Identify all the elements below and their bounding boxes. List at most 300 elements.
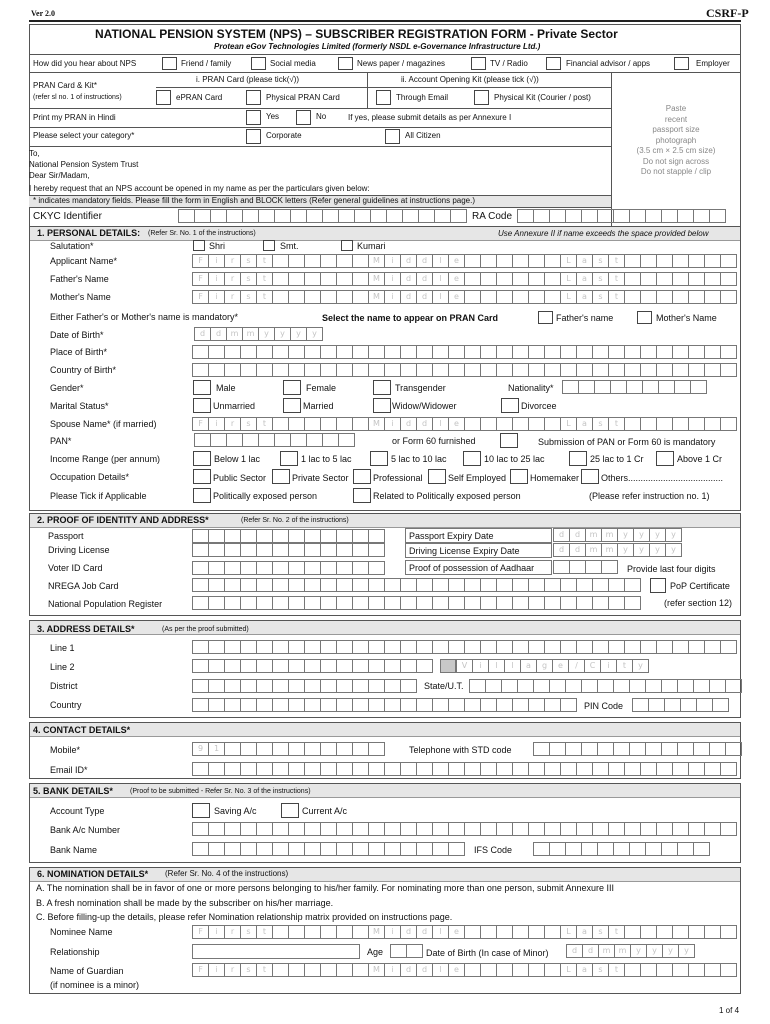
input-cell[interactable] (689, 640, 705, 654)
input-cell[interactable] (273, 963, 289, 977)
input-cell[interactable] (678, 842, 694, 856)
input-cell[interactable]: t (609, 254, 625, 268)
input-cell[interactable] (449, 842, 465, 856)
input-cell[interactable] (673, 345, 689, 359)
input-cell[interactable]: t (617, 659, 633, 673)
input-cell[interactable] (385, 842, 401, 856)
input-cell[interactable] (417, 762, 433, 776)
input-cell[interactable] (289, 679, 305, 693)
input-cell[interactable]: m (602, 543, 618, 557)
input-cell[interactable] (337, 640, 353, 654)
input-cell[interactable] (614, 742, 630, 756)
input-cell[interactable] (257, 640, 273, 654)
input-cell[interactable] (513, 596, 529, 610)
input-cell[interactable]: M (369, 290, 385, 304)
epran-checkbox[interactable] (156, 90, 171, 105)
input-cell[interactable] (705, 963, 721, 977)
input-cell[interactable]: s (593, 254, 609, 268)
input-cell[interactable] (561, 640, 577, 654)
input-cell[interactable] (241, 561, 257, 575)
input-cell[interactable] (305, 561, 321, 575)
input-cell[interactable]: d (417, 272, 433, 286)
occ-self-employed-checkbox[interactable] (428, 469, 446, 484)
state-grid[interactable] (469, 679, 742, 693)
input-cell[interactable] (529, 963, 545, 977)
nominee-dob-grid[interactable] (566, 944, 695, 958)
input-cell[interactable] (289, 742, 305, 756)
input-cell[interactable]: i (209, 272, 225, 286)
input-cell[interactable] (598, 742, 614, 756)
saving-account-checkbox[interactable] (192, 803, 210, 818)
input-cell[interactable] (305, 363, 321, 377)
input-cell[interactable] (289, 842, 305, 856)
input-cell[interactable] (275, 433, 291, 447)
input-cell[interactable]: m (227, 327, 243, 341)
input-cell[interactable] (705, 345, 721, 359)
input-cell[interactable] (289, 561, 305, 575)
input-cell[interactable]: t (257, 417, 273, 431)
input-cell[interactable] (321, 529, 337, 543)
input-cell[interactable] (433, 842, 449, 856)
input-cell[interactable] (529, 363, 545, 377)
input-cell[interactable]: y (291, 327, 307, 341)
ckyc-grid[interactable] (178, 209, 467, 223)
hear-newspaper-checkbox[interactable] (338, 57, 353, 70)
input-cell[interactable] (193, 640, 209, 654)
kit-physical-checkbox[interactable] (474, 90, 489, 105)
input-cell[interactable] (646, 742, 662, 756)
input-cell[interactable] (353, 640, 369, 654)
input-cell[interactable] (625, 345, 641, 359)
input-cell[interactable]: L (561, 925, 577, 939)
input-cell[interactable] (630, 842, 646, 856)
input-cell[interactable] (289, 417, 305, 431)
input-cell[interactable] (337, 529, 353, 543)
input-cell[interactable] (705, 822, 721, 836)
input-cell[interactable] (545, 762, 561, 776)
input-cell[interactable] (659, 380, 675, 394)
input-cell[interactable]: i (385, 272, 401, 286)
input-cell[interactable] (497, 290, 513, 304)
input-cell[interactable] (353, 742, 369, 756)
hear-tv-checkbox[interactable] (471, 57, 486, 70)
input-cell[interactable] (593, 822, 609, 836)
income-5to10-checkbox[interactable] (370, 451, 388, 466)
input-cell[interactable] (225, 698, 241, 712)
input-cell[interactable] (321, 925, 337, 939)
input-cell[interactable] (273, 822, 289, 836)
input-cell[interactable] (513, 762, 529, 776)
input-cell[interactable]: m (602, 528, 618, 542)
input-cell[interactable]: L (561, 290, 577, 304)
input-cell[interactable]: 1 (209, 742, 225, 756)
input-cell[interactable] (465, 417, 481, 431)
input-cell[interactable]: y (307, 327, 323, 341)
input-cell[interactable]: M (369, 925, 385, 939)
input-cell[interactable]: a (577, 963, 593, 977)
input-cell[interactable]: e (553, 659, 569, 673)
input-cell[interactable] (337, 659, 353, 673)
input-cell[interactable] (417, 822, 433, 836)
input-cell[interactable] (545, 578, 561, 592)
input-cell[interactable]: i (209, 963, 225, 977)
input-cell[interactable]: i (209, 417, 225, 431)
input-cell[interactable] (465, 822, 481, 836)
input-cell[interactable] (545, 698, 561, 712)
input-cell[interactable] (369, 698, 385, 712)
input-cell[interactable] (577, 578, 593, 592)
input-cell[interactable] (305, 742, 321, 756)
input-cell[interactable] (721, 272, 737, 286)
input-cell[interactable] (273, 345, 289, 359)
input-cell[interactable] (465, 363, 481, 377)
input-cell[interactable]: r (225, 925, 241, 939)
input-cell[interactable]: r (225, 254, 241, 268)
input-cell[interactable]: t (609, 963, 625, 977)
input-cell[interactable] (705, 254, 721, 268)
input-cell[interactable]: y (275, 327, 291, 341)
input-cell[interactable] (566, 842, 582, 856)
input-cell[interactable] (353, 679, 369, 693)
input-cell[interactable] (689, 272, 705, 286)
input-cell[interactable] (563, 380, 579, 394)
input-cell[interactable] (657, 762, 673, 776)
input-cell[interactable] (305, 842, 321, 856)
occ-others-checkbox[interactable] (581, 469, 599, 484)
input-cell[interactable] (726, 679, 742, 693)
input-cell[interactable] (697, 698, 713, 712)
input-cell[interactable] (289, 640, 305, 654)
input-cell[interactable] (721, 925, 737, 939)
input-cell[interactable] (561, 578, 577, 592)
income-above1cr-checkbox[interactable] (656, 451, 674, 466)
line2-grid[interactable] (192, 659, 433, 673)
input-cell[interactable] (369, 679, 385, 693)
related-pep-checkbox[interactable] (353, 488, 371, 503)
input-cell[interactable]: y (650, 543, 666, 557)
input-cell[interactable] (657, 290, 673, 304)
input-cell[interactable]: y (650, 528, 666, 542)
input-cell[interactable] (481, 963, 497, 977)
input-cell[interactable] (193, 578, 209, 592)
input-cell[interactable] (241, 762, 257, 776)
input-cell[interactable] (665, 698, 681, 712)
input-cell[interactable]: m (615, 944, 631, 958)
input-cell[interactable] (209, 578, 225, 592)
input-cell[interactable] (602, 560, 618, 574)
input-cell[interactable]: d (401, 272, 417, 286)
input-cell[interactable] (417, 659, 433, 673)
input-cell[interactable] (321, 417, 337, 431)
input-cell[interactable] (307, 433, 323, 447)
input-cell[interactable] (337, 842, 353, 856)
input-cell[interactable] (193, 679, 209, 693)
input-cell[interactable] (705, 762, 721, 776)
input-cell[interactable]: t (609, 925, 625, 939)
input-cell[interactable] (289, 272, 305, 286)
input-cell[interactable] (241, 679, 257, 693)
input-cell[interactable] (241, 640, 257, 654)
input-cell[interactable] (691, 380, 707, 394)
input-cell[interactable] (561, 596, 577, 610)
occ-private-checkbox[interactable] (272, 469, 290, 484)
guardian-name-grid[interactable] (192, 963, 737, 977)
input-cell[interactable] (641, 417, 657, 431)
pep-checkbox[interactable] (193, 488, 211, 503)
input-cell[interactable] (689, 417, 705, 431)
input-cell[interactable] (225, 640, 241, 654)
input-cell[interactable]: y (618, 543, 634, 557)
aadhaar-grid[interactable] (553, 560, 618, 574)
input-cell[interactable] (337, 762, 353, 776)
input-cell[interactable]: C (585, 659, 601, 673)
input-cell[interactable] (289, 762, 305, 776)
input-cell[interactable] (710, 679, 726, 693)
input-cell[interactable] (209, 543, 225, 557)
input-cell[interactable]: l (433, 417, 449, 431)
input-cell[interactable] (257, 742, 273, 756)
input-cell[interactable] (273, 561, 289, 575)
input-cell[interactable] (534, 742, 550, 756)
input-cell[interactable]: y (259, 327, 275, 341)
occ-professional-checkbox[interactable] (353, 469, 371, 484)
input-cell[interactable]: d (570, 528, 586, 542)
income-25to1cr-checkbox[interactable] (569, 451, 587, 466)
input-cell[interactable]: i (385, 925, 401, 939)
input-cell[interactable] (305, 679, 321, 693)
category-citizen-checkbox[interactable] (385, 129, 400, 144)
input-cell[interactable] (529, 417, 545, 431)
input-cell[interactable] (353, 417, 369, 431)
input-cell[interactable] (643, 380, 659, 394)
input-cell[interactable] (657, 272, 673, 286)
input-cell[interactable] (193, 698, 209, 712)
input-cell[interactable]: m (599, 944, 615, 958)
married-checkbox[interactable] (283, 398, 301, 413)
input-cell[interactable] (614, 842, 630, 856)
input-cell[interactable] (705, 363, 721, 377)
input-cell[interactable]: s (241, 925, 257, 939)
input-cell[interactable] (353, 561, 369, 575)
input-cell[interactable]: t (257, 290, 273, 304)
input-cell[interactable] (611, 380, 627, 394)
input-cell[interactable]: d (417, 925, 433, 939)
input-cell[interactable] (598, 679, 614, 693)
input-cell[interactable] (225, 345, 241, 359)
input-cell[interactable] (625, 762, 641, 776)
input-cell[interactable] (721, 345, 737, 359)
input-cell[interactable]: t (609, 290, 625, 304)
input-cell[interactable] (401, 822, 417, 836)
input-cell[interactable] (353, 596, 369, 610)
input-cell[interactable] (417, 842, 433, 856)
input-cell[interactable] (561, 698, 577, 712)
input-cell[interactable] (369, 363, 385, 377)
input-cell[interactable] (550, 842, 566, 856)
input-cell[interactable]: y (647, 944, 663, 958)
input-cell[interactable]: s (241, 254, 257, 268)
input-cell[interactable] (241, 529, 257, 543)
input-cell[interactable] (641, 272, 657, 286)
input-cell[interactable] (337, 417, 353, 431)
input-cell[interactable]: L (561, 254, 577, 268)
input-cell[interactable] (385, 345, 401, 359)
voter-grid[interactable] (192, 561, 385, 575)
input-cell[interactable] (713, 698, 729, 712)
input-cell[interactable] (721, 290, 737, 304)
input-cell[interactable] (401, 698, 417, 712)
dl-expiry-grid[interactable] (553, 543, 682, 557)
input-cell[interactable] (353, 963, 369, 977)
input-cell[interactable]: F (193, 925, 209, 939)
input-cell[interactable] (337, 543, 353, 557)
input-cell[interactable] (497, 925, 513, 939)
input-cell[interactable]: d (417, 963, 433, 977)
input-cell[interactable]: e (449, 925, 465, 939)
input-cell[interactable] (385, 640, 401, 654)
input-cell[interactable] (614, 679, 630, 693)
input-cell[interactable]: i (209, 925, 225, 939)
input-cell[interactable] (305, 659, 321, 673)
input-cell[interactable] (289, 345, 305, 359)
input-cell[interactable] (225, 529, 241, 543)
input-cell[interactable] (641, 640, 657, 654)
input-cell[interactable]: d (417, 417, 433, 431)
input-cell[interactable] (449, 578, 465, 592)
input-cell[interactable] (273, 742, 289, 756)
input-cell[interactable]: y (634, 528, 650, 542)
input-cell[interactable] (337, 742, 353, 756)
input-cell[interactable] (497, 822, 513, 836)
input-cell[interactable] (385, 698, 401, 712)
input-cell[interactable] (337, 561, 353, 575)
input-cell[interactable] (646, 842, 662, 856)
input-cell[interactable] (561, 345, 577, 359)
input-cell[interactable] (609, 345, 625, 359)
input-cell[interactable] (657, 925, 673, 939)
input-cell[interactable] (385, 578, 401, 592)
input-cell[interactable] (545, 417, 561, 431)
input-cell[interactable] (657, 640, 673, 654)
pob-grid[interactable] (192, 345, 737, 359)
input-cell[interactable] (369, 561, 385, 575)
input-cell[interactable] (433, 698, 449, 712)
income-below1-checkbox[interactable] (193, 451, 211, 466)
input-cell[interactable] (385, 762, 401, 776)
input-cell[interactable] (721, 640, 737, 654)
input-cell[interactable] (625, 578, 641, 592)
input-cell[interactable] (225, 822, 241, 836)
input-cell[interactable] (449, 640, 465, 654)
age-grid[interactable] (390, 944, 423, 958)
input-cell[interactable] (513, 640, 529, 654)
input-cell[interactable] (513, 290, 529, 304)
input-cell[interactable] (673, 963, 689, 977)
input-cell[interactable] (641, 363, 657, 377)
input-cell[interactable] (465, 698, 481, 712)
current-account-checkbox[interactable] (281, 803, 299, 818)
input-cell[interactable] (401, 363, 417, 377)
input-cell[interactable] (321, 762, 337, 776)
input-cell[interactable]: F (193, 417, 209, 431)
input-cell[interactable] (566, 679, 582, 693)
input-cell[interactable] (657, 363, 673, 377)
kit-email-checkbox[interactable] (376, 90, 391, 105)
input-cell[interactable] (689, 963, 705, 977)
input-cell[interactable] (321, 698, 337, 712)
input-cell[interactable] (710, 742, 726, 756)
input-cell[interactable] (273, 596, 289, 610)
input-cell[interactable]: e (449, 254, 465, 268)
input-cell[interactable] (289, 529, 305, 543)
input-cell[interactable]: y (618, 528, 634, 542)
input-cell[interactable] (481, 272, 497, 286)
shri-checkbox[interactable] (193, 240, 205, 251)
input-cell[interactable] (209, 762, 225, 776)
input-cell[interactable] (673, 762, 689, 776)
input-cell[interactable]: d (417, 290, 433, 304)
input-cell[interactable] (259, 433, 275, 447)
nrega-grid[interactable] (192, 578, 641, 592)
input-cell[interactable] (195, 433, 211, 447)
input-cell[interactable]: l (489, 659, 505, 673)
input-cell[interactable]: M (369, 963, 385, 977)
input-cell[interactable] (630, 742, 646, 756)
input-cell[interactable] (513, 578, 529, 592)
input-cell[interactable] (497, 272, 513, 286)
village-city-grid[interactable] (456, 659, 649, 673)
input-cell[interactable]: y (666, 543, 682, 557)
input-cell[interactable] (321, 963, 337, 977)
input-cell[interactable] (449, 596, 465, 610)
input-cell[interactable] (529, 925, 545, 939)
input-cell[interactable] (593, 762, 609, 776)
ra-code-grid[interactable] (517, 209, 726, 223)
input-cell[interactable] (497, 640, 513, 654)
input-cell[interactable]: g (537, 659, 553, 673)
input-cell[interactable] (273, 363, 289, 377)
input-cell[interactable] (513, 822, 529, 836)
input-cell[interactable] (705, 925, 721, 939)
input-cell[interactable] (353, 363, 369, 377)
input-cell[interactable] (273, 417, 289, 431)
input-cell[interactable]: a (577, 254, 593, 268)
input-cell[interactable] (470, 679, 486, 693)
input-cell[interactable] (241, 543, 257, 557)
input-cell[interactable] (465, 596, 481, 610)
input-cell[interactable] (305, 529, 321, 543)
input-cell[interactable] (481, 363, 497, 377)
input-cell[interactable] (257, 679, 273, 693)
input-cell[interactable] (209, 561, 225, 575)
input-cell[interactable] (625, 363, 641, 377)
input-cell[interactable] (227, 433, 243, 447)
input-cell[interactable] (289, 925, 305, 939)
input-cell[interactable] (225, 679, 241, 693)
input-cell[interactable] (257, 578, 273, 592)
spouse-name-grid[interactable] (192, 417, 737, 431)
input-cell[interactable] (641, 822, 657, 836)
input-cell[interactable] (673, 925, 689, 939)
input-cell[interactable] (241, 842, 257, 856)
transgender-checkbox[interactable] (373, 380, 391, 395)
input-cell[interactable] (513, 963, 529, 977)
input-cell[interactable] (465, 272, 481, 286)
input-cell[interactable]: d (570, 543, 586, 557)
input-cell[interactable]: d (401, 254, 417, 268)
input-cell[interactable] (593, 578, 609, 592)
input-cell[interactable] (694, 742, 710, 756)
